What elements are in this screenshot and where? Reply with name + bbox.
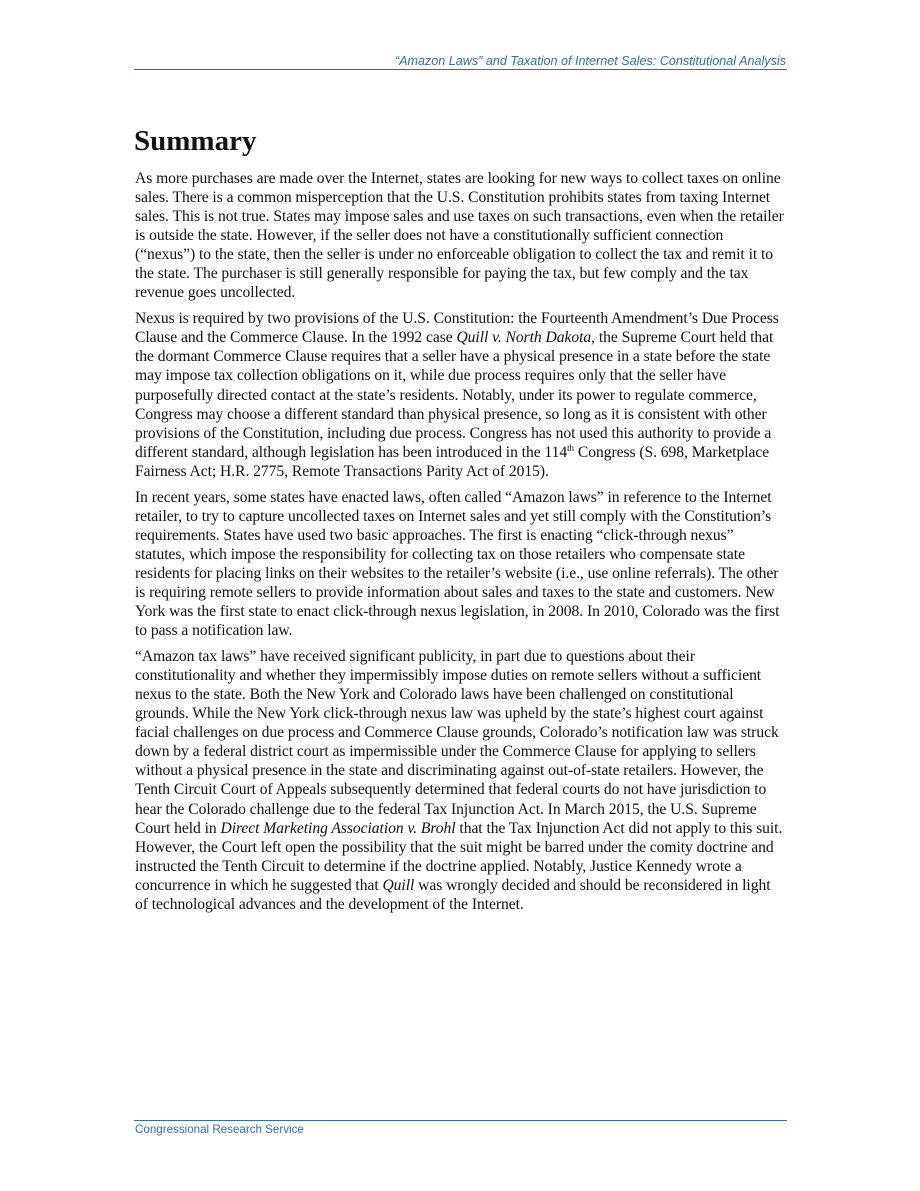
running-header: “Amazon Laws” and Taxation of Internet Sales: Constitutional Analysis (394, 54, 786, 68)
footer-divider (134, 1120, 787, 1121)
paragraph-text: Congress (S. 698, Marketplace Fairness Act; H.R. 2775, Remote Transactions Parity Act of 2015). (135, 443, 770, 480)
paragraph-text: was wrongly decided and should be reconsidered in light of technological advances and the development of the Internet. (135, 876, 771, 913)
paragraph-text: , the Supreme Court held that the dormant Commerce Clause requires that a seller have a physical presence in a state before the state may impose tax collection obligations on it, while due process requires only that the seller have purposefully directed contact at the state’s residents. Notably, under its power to regulate commerce, Congress may choose a different standard than physical presence, so long as it is consistent with other provisions of the Constitution, including due process. Congress has not used this authority to provide a different standard, although legislation has been introduced in the 114 (135, 329, 774, 461)
summary-paragraph-2 (135, 309, 787, 480)
footer-publisher: Congressional Research Service (135, 1123, 304, 1136)
case-citation-direct-marketing: Direct Marketing Association v. Brohl (220, 819, 456, 837)
page-title: Summary (134, 125, 257, 157)
paragraph-text: Nexus is required by two provisions of the U.S. Constitution: the Fourteenth Amendment’s Due Process Clause and the Commerce Clause. In the 1992 case (135, 310, 779, 347)
case-citation-quill: Quill v. North Dakota (456, 329, 592, 347)
summary-body (135, 169, 787, 921)
summary-paragraph-3: In recent years, some states have enacted laws, often called “Amazon laws” in reference to the Internet retailer, to try to capture uncollected taxes on Internet sales and yet still comply with the Constitution’s requirements. States have used two basic approaches. The first is enacting “click-through nexus” statutes, which impose the responsibility for collecting tax on those retailers who compensate state residents for placing links on their websites to the retailer’s website (i.e., use online referrals). The other is requiring remote sellers to provide information about sales and taxes to the state and customers. New York was the first state to enact click-through nexus legislation, in 2008. In 2010, Colorado was the first to pass a notification law. (135, 488, 780, 640)
paragraph-text: that the Tax Injunction Act did not apply to this suit. However, the Court left open the possibility that the suit might be barred under the comity doctrine and instructed the Tenth Circuit to determine if the doctrine applied. Notably, Justice Kennedy wrote a concurrence in which he suggested that (135, 819, 783, 894)
paragraph-text: “Amazon tax laws” have received significant publicity, in part due to questions about their constitutionality and whether they impermissibly impose duties on remote sellers without a sufficient nexus to the state. Both the New York and Colorado laws have been challenged on constitutional grounds. While the New York click-through nexus law was upheld by the state’s highest court against facial challenges on due process and Commerce Clause grounds, Colorado’s notification law was struck down by a federal district court as impermissible under the Commerce Clause for applying to sellers without a physical presence in the state and discriminating against out-of-state retailers. However, the Tenth Circuit Court of Appeals subsequently determined that federal courts do not have jurisdiction to hear the Colorado challenge due to the federal Tax Injunction Act. In March 2015, the U.S. Supreme Court held in (135, 648, 779, 837)
case-citation-quill-short: Quill (382, 876, 415, 894)
summary-paragraph-1: As more purchases are made over the Internet, states are looking for new ways to collect taxes on online sales. There is a common misperception that the U.S. Constitution prohibits states from taxing Internet sales. This is not true. States may impose sales and use taxes on such transactions, even when the retailer is outside the state. However, if the seller does not have a constitutionally sufficient connection (“nexus”) to the state, then the seller is under no enforceable obligation to collect the tax and remit it to the state. The purchaser is still generally responsible for paying the tax, but few comply and the tax revenue goes uncollected. (135, 170, 784, 302)
ordinal-superscript: th (567, 442, 574, 453)
summary-paragraph-4 (135, 647, 787, 914)
header-divider (134, 69, 787, 70)
